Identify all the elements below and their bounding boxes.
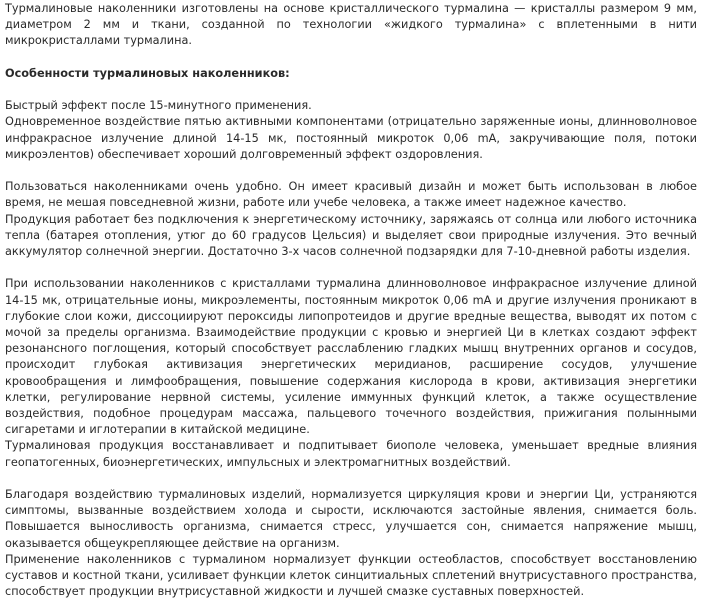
paragraph-quick-effect: Быстрый эффект после 15-минутного применения.: [5, 99, 312, 113]
paragraph-circulation: Благодаря воздействию турмалиновых изделий, нормализуется циркуляция крови и энергии Ци, устраняются симптомы, вызванные воздействием холода и сырости, исключаются застойные явления, снимается боль. Повышается выносливость организма, снимается стресс, улучшается сон, снимается напряжение мышц, оказывается общеукрепляющее действие на организм.: [5, 488, 697, 550]
paragraph-active-components: Одновременное воздействие пятью активными компонентами (отрицательно заряженные ионы, длинноволновое инфракрасное излучение длиной 14-15 мк, постоянный микроток 0,06 mA, закручивающие поля, потоки микроэлентов) обеспечивает хороший долговременный эффект оздоровления.: [5, 115, 697, 161]
spacer: [5, 82, 697, 98]
paragraph-usability: Пользоваться наколенниками очень удобно. Он имеет красивый дизайн и может быть использован в любое время, не мешая повседневной жизни, работе или учебе человека, а также имеет надежное качество.: [5, 180, 697, 210]
paragraph-solar-charging: Продукция работает без подключения к энергетическому источнику, заряжаясь от солнца или любого источника тепла (батарея отопления, утюг до 60 градусов Цельсия) и выделяет свои природные излучения. Это вечный аккумулятор солнечной энергии. Достаточно 3-х часов солнечной подзарядки для 7-10-дневной работы изделия.: [5, 212, 697, 258]
spacer: [5, 163, 697, 179]
paragraph-mechanism: При использовании наколенников с кристаллами турмалина длинноволновое инфракрасное излучение длиной 14-15 мк, отрицательные ионы, микроэлементы, постоянным микроток 0,06 mA и другие излучения проникают в глубокие слои кожи, диссоциируют пероксиды липопротеидов и другие вредные вещества, выводят их потом с мочой за пределы организма. Взаимодействие продукции с кровью и энергией Ци в клетках создают эффект резонансного поглощения, который способствует расслаблению гладких мышц внутренних органов и сосудов, происходит глубокая активизация энергетических меридианов, расширение сосудов, улучшение кровообращения и лимфообращения, повышение содержания кислорода в крови, активизация энергетики клетки, регулирование нервной системы, усиление иммунных функций клеток, а также осуществление воздействия, подобное процедурам массажа, пальцевого точечного воздействия, прижигания полынными сигаретами и иглотерапии в китайской медицине.: [5, 277, 697, 437]
spacer: [5, 471, 697, 487]
spacer: [5, 260, 697, 276]
section-heading: Особенности турмалиновых наколенников:: [5, 66, 290, 80]
spacer: [5, 50, 697, 66]
paragraph-joints: Применение наколенников с турмалином нормализует функции остеобластов, способствует восстановлению суставов и костной ткани, усиливает функции клеток синцитиальных сплетений внутрисуставного пространства, способствует продукции внутрисуставной жидкости и лучшей смазке суставных поверхностей.: [5, 552, 697, 599]
paragraph-biofield: Турмалиновая продукция восстанавливает и подпитывает биополе человека, уменьшает вредные влияния геопатогенных, биоэнергетических, импульсных и электромагнитных воздействий.: [5, 439, 697, 469]
intro-paragraph: Турмалиновые наколенники изготовлены на основе кристаллического турмалина — кристаллы размером 9 мм, диаметром 2 мм и ткани, созданной по технологии «жидкого турмалина» с вплетенными в нити микрокристаллами турмалина.: [5, 2, 697, 48]
